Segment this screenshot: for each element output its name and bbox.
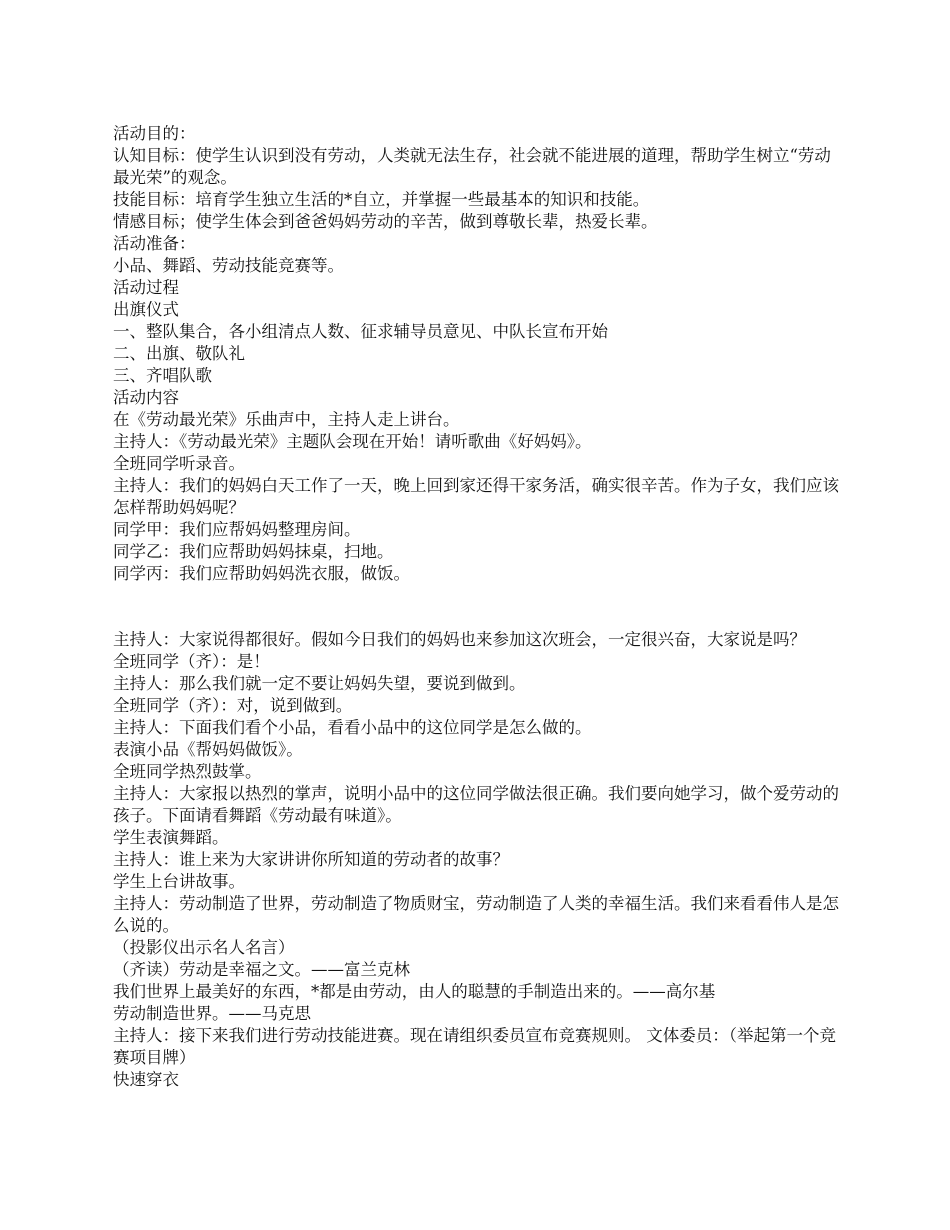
paragraph-step-3: 三、齐唱队歌	[113, 366, 212, 385]
paragraph-content: 主持人：谁上来为大家讲讲你所知道的劳动者的故事？	[113, 850, 509, 869]
heading-process: 活动过程	[113, 278, 179, 297]
quote-gorky: 我们世界上最美好的东西，*都是由劳动，由人的聪慧的手制造出来的。——高尔基	[113, 982, 716, 1001]
paragraph-content: 全班同学热烈鼓掌。	[113, 762, 262, 781]
paragraph-content: 全班同学（齐）：是！	[113, 652, 270, 671]
paragraph-content: 同学丙：我们应帮助妈妈洗衣服，做饭。	[113, 564, 410, 583]
paragraph-content: 表演小品《帮妈妈做饭》。	[113, 740, 303, 759]
document-body	[113, 123, 841, 1091]
paragraph-content: 在《劳动最光荣》乐曲声中，主持人走上讲台。	[113, 410, 460, 429]
blank-gap	[113, 585, 841, 629]
paragraph-content: 主持人：《劳动最光荣》主题队会现在开始！请听歌曲《好妈妈》。	[113, 432, 592, 451]
paragraph-cognitive-goal: 认知目标：使学生认识到没有劳动，人类就无法生存，社会就不能进展的道理，帮助学生树立“劳动最光荣”的观念。	[113, 146, 831, 187]
paragraph-content: 主持人：大家报以热烈的掌声，说明小品中的这位同学做法很正确。我们要向她学习，做个爱劳动的孩子。下面请看舞蹈《劳动最有味道》。	[113, 784, 839, 825]
paragraph-content: 学生表演舞蹈。	[113, 828, 229, 847]
paragraph-emotion-goal: 情感目标；使学生体会到爸爸妈妈劳动的辛苦，做到尊敬长辈，热爱长辈。	[113, 212, 658, 231]
paragraph-content: （投影仪出示名人名言）	[113, 938, 295, 957]
paragraph-skill-goal: 技能目标：培育学生独立生活的*自立，并掌握一些最基本的知识和技能。	[113, 190, 650, 209]
paragraph-content: 主持人：我们的妈妈白天工作了一天，晚上回到家还得干家务活，确实很辛苦。作为子女，我们应该怎样帮助妈妈呢？	[113, 476, 839, 517]
paragraph-content: 主持人：劳动制造了世界，劳动制造了物质财宝，劳动制造了人类的幸福生活。我们来看看伟人是怎么说的。	[113, 894, 839, 935]
paragraph-content: 主持人：接下来我们进行劳动技能进赛。现在请组织委员宣布竞赛规则。 文体委员：（举起第一个竞赛项目牌）	[113, 1026, 836, 1067]
section-part1	[113, 123, 841, 585]
section-part2	[113, 629, 841, 1091]
paragraph-step-1: 一、整队集合，各小组清点人数、征求辅导员意见、中队长宣布开始	[113, 322, 608, 341]
paragraph-content: 全班同学听录音。	[113, 454, 245, 473]
heading-preparation: 活动准备：	[113, 234, 196, 253]
paragraph-content: 快速穿衣	[113, 1070, 179, 1089]
quote-franklin: （齐读）劳动是幸福之文。——富兰克林	[113, 960, 410, 979]
paragraph-content: 同学乙：我们应帮助妈妈抹桌，扫地。	[113, 542, 394, 561]
paragraph-content: 主持人：那么我们就一定不要让妈妈失望，要说到做到。	[113, 674, 526, 693]
paragraph-content: 学生上台讲故事。	[113, 872, 245, 891]
paragraph-preparation: 小品、舞蹈、劳动技能竞赛等。	[113, 256, 344, 275]
paragraph-content: 主持人：下面我们看个小品，看看小品中的这位同学是怎么做的。	[113, 718, 592, 737]
heading-content: 活动内容	[113, 388, 179, 407]
quote-marx: 劳动制造世界。——马克思	[113, 1004, 311, 1023]
paragraph-content: 主持人：大家说得都很好。假如今日我们的妈妈也来参加这次班会，一定很兴奋，大家说是吗？	[113, 630, 806, 649]
paragraph-content: 同学甲：我们应帮妈妈整理房间。	[113, 520, 361, 539]
paragraph-step-2: 二、出旗、敬队礼	[113, 344, 245, 363]
paragraph-content: 全班同学（齐）：对，说到做到。	[113, 696, 353, 715]
paragraph-flag-ceremony: 出旗仪式	[113, 300, 179, 319]
heading-activity-goal: 活动目的：	[113, 124, 196, 143]
